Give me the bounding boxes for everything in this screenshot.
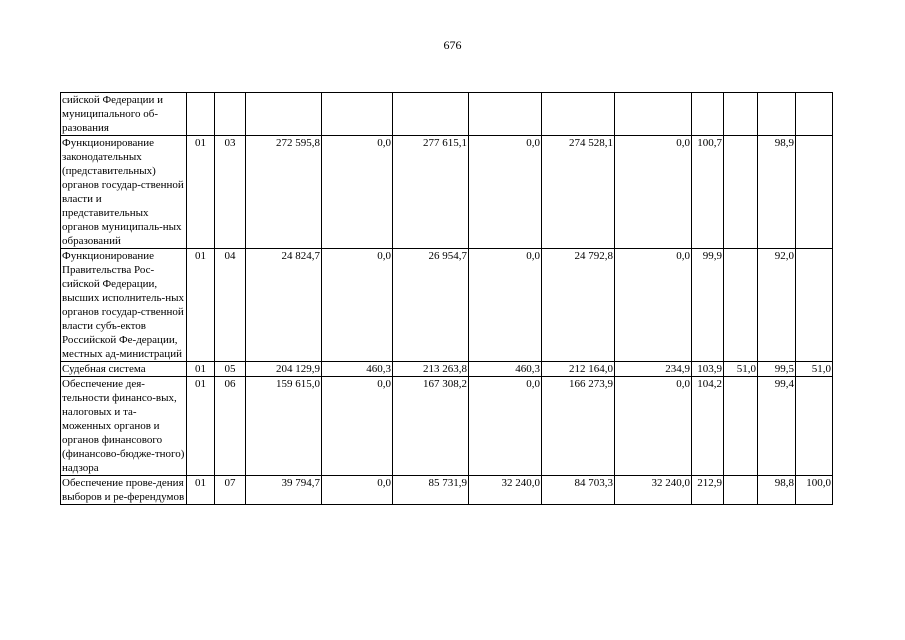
budget-table (60, 92, 833, 505)
amount-cell-1: 24 824,7 (246, 249, 322, 362)
amount-cell-4: 0,0 (469, 249, 542, 362)
section-code-cell: 01 (187, 362, 215, 377)
amount-cell-2 (322, 93, 393, 136)
percent-cell-2 (724, 249, 758, 362)
percent-cell-4: 51,0 (796, 362, 833, 377)
amount-cell-3: 277 615,1 (393, 136, 469, 249)
percent-cell-3: 99,4 (758, 377, 796, 476)
percent-cell-4 (796, 377, 833, 476)
amount-cell-5: 24 792,8 (542, 249, 615, 362)
amount-cell-1: 39 794,7 (246, 476, 322, 505)
percent-cell-3 (758, 93, 796, 136)
percent-cell-3: 98,8 (758, 476, 796, 505)
amount-cell-4: 32 240,0 (469, 476, 542, 505)
subsection-code-cell: 03 (215, 136, 246, 249)
amount-cell-6: 0,0 (615, 377, 692, 476)
row-name-cell: Функционирование Правительства Рос-сийской Федерации, высших исполнитель-ных органов государ-ственной власти субъ-ектов Российской Фе-дерации, местных ад-министраций (61, 249, 187, 362)
percent-cell-1: 103,9 (692, 362, 724, 377)
amount-cell-2: 460,3 (322, 362, 393, 377)
amount-cell-5: 84 703,3 (542, 476, 615, 505)
amount-cell-4 (469, 93, 542, 136)
amount-cell-2: 0,0 (322, 249, 393, 362)
percent-cell-4 (796, 136, 833, 249)
section-code-cell: 01 (187, 136, 215, 249)
amount-cell-6: 32 240,0 (615, 476, 692, 505)
row-name-cell: Обеспечение прове-дения выборов и ре-ферендумов (61, 476, 187, 505)
subsection-code-cell: 07 (215, 476, 246, 505)
percent-cell-2: 51,0 (724, 362, 758, 377)
amount-cell-1 (246, 93, 322, 136)
percent-cell-4 (796, 93, 833, 136)
percent-cell-1: 100,7 (692, 136, 724, 249)
amount-cell-6: 0,0 (615, 249, 692, 362)
budget-table-body (61, 93, 833, 505)
percent-cell-1: 104,2 (692, 377, 724, 476)
amount-cell-6: 0,0 (615, 136, 692, 249)
row-name-cell: Обеспечение дея-тельности финансо-вых, налоговых и та-моженных органов и органов финансового (финансово-бюдже-тного) надзора (61, 377, 187, 476)
amount-cell-5: 212 164,0 (542, 362, 615, 377)
percent-cell-2 (724, 93, 758, 136)
amount-cell-4: 0,0 (469, 377, 542, 476)
page-number: 676 (443, 38, 462, 52)
amount-cell-3: 26 954,7 (393, 249, 469, 362)
amount-cell-3 (393, 93, 469, 136)
amount-cell-1: 204 129,9 (246, 362, 322, 377)
amount-cell-4: 460,3 (469, 362, 542, 377)
subsection-code-cell: 04 (215, 249, 246, 362)
table-row (61, 362, 833, 377)
percent-cell-2 (724, 476, 758, 505)
amount-cell-6: 234,9 (615, 362, 692, 377)
subsection-code-cell: 05 (215, 362, 246, 377)
subsection-code-cell (215, 93, 246, 136)
subsection-code-cell: 06 (215, 377, 246, 476)
amount-cell-6 (615, 93, 692, 136)
table-row (61, 377, 833, 476)
percent-cell-4 (796, 249, 833, 362)
percent-cell-1: 212,9 (692, 476, 724, 505)
percent-cell-3: 99,5 (758, 362, 796, 377)
row-name-cell: Судебная система (61, 362, 187, 377)
row-name-cell: Функционирование законодательных (представительных) органов государ-ственной власти и представительных органов муниципаль-ных образований (61, 136, 187, 249)
percent-cell-2 (724, 377, 758, 476)
section-code-cell: 01 (187, 249, 215, 362)
percent-cell-3: 98,9 (758, 136, 796, 249)
percent-cell-2 (724, 136, 758, 249)
amount-cell-2: 0,0 (322, 377, 393, 476)
section-code-cell: 01 (187, 377, 215, 476)
row-name-cell: сийской Федерации и муниципального об-разования (61, 93, 187, 136)
amount-cell-1: 272 595,8 (246, 136, 322, 249)
percent-cell-1 (692, 93, 724, 136)
table-row (61, 476, 833, 505)
amount-cell-5: 274 528,1 (542, 136, 615, 249)
percent-cell-3: 92,0 (758, 249, 796, 362)
amount-cell-1: 159 615,0 (246, 377, 322, 476)
amount-cell-3: 213 263,8 (393, 362, 469, 377)
section-code-cell (187, 93, 215, 136)
section-code-cell: 01 (187, 476, 215, 505)
table-row (61, 136, 833, 249)
percent-cell-1: 99,9 (692, 249, 724, 362)
table-row (61, 93, 833, 136)
amount-cell-5 (542, 93, 615, 136)
percent-cell-4: 100,0 (796, 476, 833, 505)
amount-cell-3: 85 731,9 (393, 476, 469, 505)
amount-cell-2: 0,0 (322, 136, 393, 249)
table-row (61, 249, 833, 362)
amount-cell-5: 166 273,9 (542, 377, 615, 476)
amount-cell-3: 167 308,2 (393, 377, 469, 476)
amount-cell-2: 0,0 (322, 476, 393, 505)
amount-cell-4: 0,0 (469, 136, 542, 249)
